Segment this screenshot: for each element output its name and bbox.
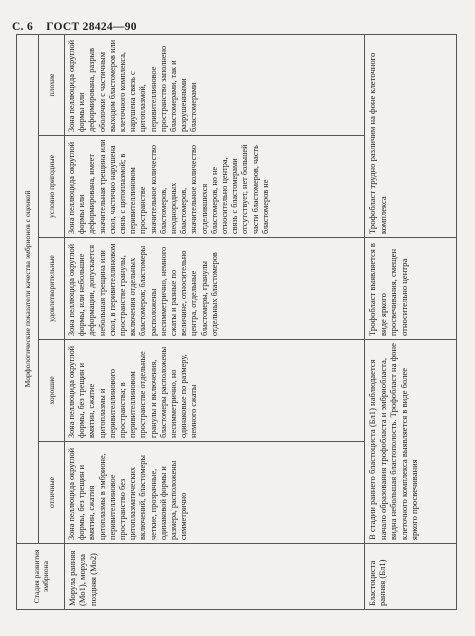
embryo-quality-table — [16, 34, 457, 610]
column-header-satisfactory: удовлетворительные — [39, 238, 65, 340]
column-header-excellent: отличные — [39, 442, 65, 544]
column-header-conditional: условно пригодные — [39, 136, 65, 238]
page-number: С. 6 — [12, 21, 34, 33]
column-header-good: хорошие — [39, 340, 65, 442]
cell-morula-poor: Зона пеллюцида округлой формы или деформирована, разрыв оболочки с частичным выходом бластомеров или клеточного комплекса, нарушена связь с цитоплазмой, перивителлиновое пространство заполнено бластомерами, так и разрушенными бластомерами — [65, 34, 365, 135]
quality-table — [16, 35, 456, 610]
stage-column-header: Стадия развития эмбриона — [17, 544, 65, 610]
stage-cell-blastocyst: Бластоциста ранняя (Бл1) — [365, 544, 457, 610]
table-row-morula — [65, 34, 365, 609]
cell-morula-conditional: Зона пеллюцида округлой формы или деформирована, имеет значительная трещина или скол, частично нарушена связь с цитоплазмой; в перивителлиновом пространстве значительное количество бластомеров, неоднородных бластомеров, значительное количество отделившихся бластомеров, но не относительно центра, связь с бластомерами отсутствует, нет большей части бластомеров, часть бластомеров не — [65, 136, 365, 238]
stage-cell-morula: Морула ранняя (Мо1), морула поздняя (Мо2) — [65, 544, 365, 610]
cell-blastocyst-conditional-poor: Трофобласт трудно различим на фоне клеточного комплекса — [365, 34, 457, 237]
table-row-blastocyst — [365, 34, 457, 609]
cell-morula-good: Зона пеллюцида округлой формы, без трещин и вмятин, сжатие цитоплазмы и перивителлинового пространства; в перивителлиновом пространстве отдельные гранулы и включения, бластомеры расположены несимметрично, но одинаковые по размеру, немного сжаты — [65, 340, 365, 442]
standard-number: ГОСТ 28424—90 — [46, 21, 137, 33]
column-header-poor: плохие — [39, 34, 65, 135]
group-column-header: Морфологические показатели качества эмбрионов с оценкой — [17, 34, 39, 543]
cell-blastocyst-excellent-good: В стадии раннего бластоциста (Бл1) наблюдается начало образования трофобласта и эмбриобласта, видна небольшая бластополость. Трофобласт на фоне клеточного комплекса выявляется в виде более яркого просвечивания — [365, 340, 457, 544]
cell-morula-excellent: Зона пеллюцида округлой формы, без трещин и вмятин, сжатия цитоплазмы в эмбрионе, перивителлиновое пространство без цитоплазматических включений, бластомеры четкие, прозрачные, одинаковой формы и размера, расположены симметрично — [65, 442, 365, 544]
rotated-table-wrapper — [16, 35, 456, 610]
cell-morula-satisfactory: Зона пеллюцида округлой формы, или небольшие деформации, допускается небольшая трещина или скол, в перивителлиновом пространстве гранулы, включения отдельных бластомеров; бластомеры расположены несимметрично, немного сжаты и разные по величине, относительно центра, отдельные бластомеры, гранулы отдельных бластомеров — [65, 238, 365, 340]
cell-blastocyst-satisfactory: Трофобласт выявляется в виде яркого просвечивания, смещен относительно центра — [365, 238, 457, 340]
